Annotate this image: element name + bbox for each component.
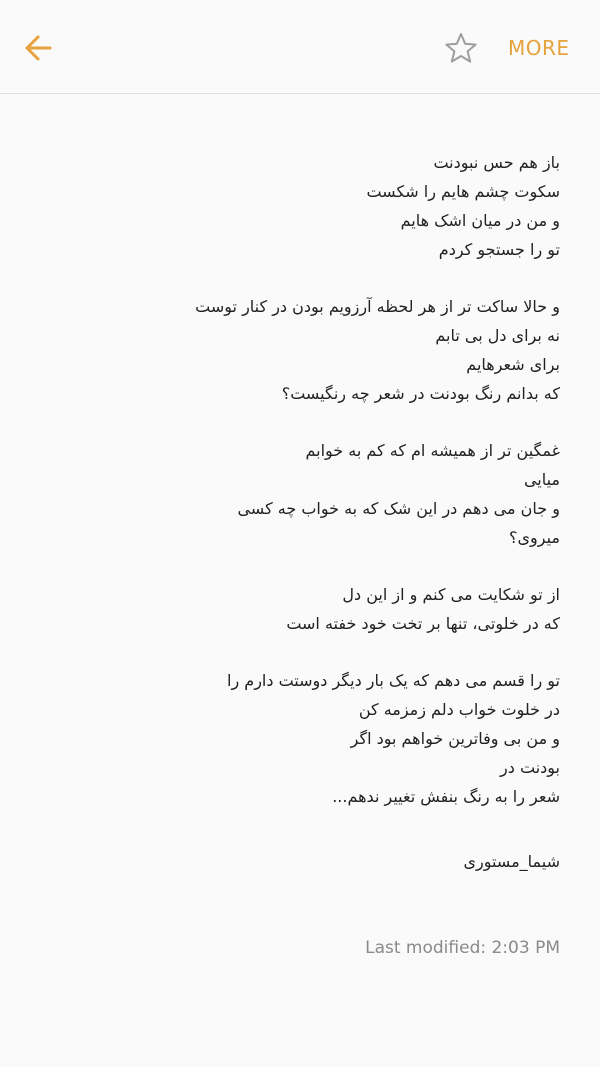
poem-line: میایی [523, 470, 560, 489]
more-button[interactable]: MORE [508, 36, 570, 60]
poem-line: سکوت چشم هایم را شکست [366, 182, 560, 201]
note-body [120, 148, 560, 839]
poem-line: میروی؟ [509, 528, 560, 547]
last-modified-label: Last modified: 2:03 PM [365, 938, 560, 958]
poem-line: بودنت در [500, 758, 560, 777]
poem-line: نه برای دل بی تابم [435, 326, 560, 345]
poem-line: که بدانم رنگ بودنت در شعر چه رنگیست؟ [281, 384, 560, 403]
poem-stanza [120, 148, 560, 264]
poem-line: از تو شکایت می کنم و از این دل [342, 585, 560, 604]
poem-stanza [120, 580, 560, 638]
poem-line: غمگین تر از همیشه ام که کم به خوابم [305, 441, 560, 460]
poem-line: باز هم حس نبودنت [433, 153, 560, 172]
poem-line: تو را قسم می دهم که یک بار دیگر دوستت دارم را [227, 671, 560, 690]
poem-line: و من بی وفاترین خواهم بود اگر [350, 729, 560, 748]
back-button[interactable] [18, 28, 62, 68]
poem-stanza [120, 436, 560, 552]
poem-line: و من در میان اشک هایم [400, 211, 560, 230]
arrow-back-icon [18, 28, 62, 68]
poem-line: شعر را به رنگ بنفش تغییر ندهم... [332, 787, 560, 806]
poem-line: برای شعرهایم [466, 355, 560, 374]
poem-line: در خلوت خواب دلم زمزمه کن [358, 700, 560, 719]
poem-stanza [120, 666, 560, 811]
poem-line: که در خلوتی، تنها بر تخت خود خفته است [286, 614, 560, 633]
favorite-star-button[interactable] [442, 30, 480, 66]
top-app-bar [0, 0, 600, 94]
star-outline-icon [442, 30, 480, 66]
poem-signature: شیما_مستوری [463, 852, 560, 871]
poem-line: و جان می دهم در این شک که به خواب چه کسی [237, 499, 560, 518]
poem-line: تو را جستجو کردم [438, 240, 560, 259]
poem-stanza [120, 292, 560, 408]
poem-line: و حالا ساکت تر از هر لحظه آرزویم بودن در کنار توست [195, 297, 560, 316]
